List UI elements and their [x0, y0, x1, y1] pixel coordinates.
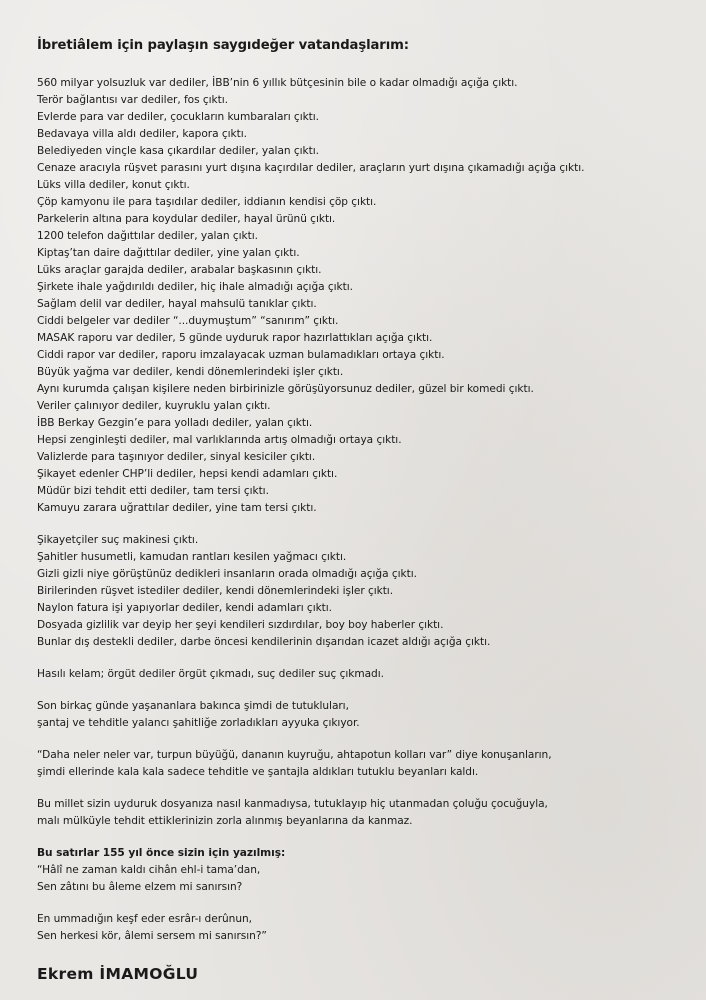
text-line: Naylon fatura işi yapıyorlar dediler, kendi adamları çıktı.: [37, 602, 332, 614]
text-line: şimdi ellerinde kala kala sadece tehditle ve şantajla aldıkları tutuklu beyanları kaldı.: [37, 766, 479, 778]
text-line: Valizlerde para taşınıyor dediler, sinyal kesiciler çıktı.: [37, 451, 316, 463]
poem-line: Sen herkesi kör, âlemi sersem mi sanırsın?”: [37, 930, 267, 942]
text-line: Ciddi rapor var dediler, raporu imzalayacak uzman bulamadıkları ortaya çıktı.: [37, 349, 445, 361]
text-line: Gizli gizli niye görüştünüz dedikleri insanların orada olmadığı açığa çıktı.: [37, 568, 417, 580]
signature: Ekrem İMAMOĞLU: [37, 965, 199, 983]
poem-line: En ummadığın keşf eder esrâr-ı derûnun,: [37, 913, 252, 925]
text-line: Bedavaya villa aldı dediler, kapora çıktı.: [37, 128, 247, 140]
letter: [37, 38, 687, 983]
text-line: Kiptaş’tan daire dağıttılar dediler, yine yalan çıktı.: [37, 247, 300, 259]
paragraph-block: [37, 796, 687, 830]
text-line: Kamuyu zarara uğrattılar dediler, yine tam tersi çıktı.: [37, 502, 317, 514]
letter-greeting: İbretiâlem için paylaşın saygıdeğer vatandaşlarım:: [37, 38, 409, 53]
text-line: Sağlam delil var dediler, hayal mahsulü tanıklar çıktı.: [37, 298, 317, 310]
text-line: 560 milyar yolsuzluk var dediler, İBB’nin 6 yıllık bütçesinin bile o kadar olmadığı açığa çıktı.: [37, 77, 518, 89]
text-line: Bunlar dış destekli dediler, darbe öncesi kendilerinin dışarıdan icazet aldığı açığa çıktı.: [37, 636, 491, 648]
text-line: Şikayet edenler CHP’li dediler, hepsi kendi adamları çıktı.: [37, 468, 338, 480]
text-line: Evlerde para var dediler, çocukların kumbaraları çıktı.: [37, 111, 319, 123]
text-line: Şikayetçiler suç makinesi çıktı.: [37, 534, 199, 546]
text-line: Hepsi zenginleşti dediler, mal varlıklarında artış olmadığı ortaya çıktı.: [37, 434, 402, 446]
text-line: Parkelerin altına para koydular dediler, hayal ürünü çıktı.: [37, 213, 336, 225]
text-line: Dosyada gizlilik var deyip her şeyi kendileri sızdırdılar, boy boy haberler çıktı.: [37, 619, 444, 631]
text-line: Hasılı kelam; örgüt dediler örgüt çıkmadı, suç dediler suç çıkmadı.: [37, 668, 384, 680]
summary-block: [37, 666, 687, 683]
text-line: Cenaze aracıyla rüşvet parasını yurt dışına kaçırdılar dediler, araçların yurt dışına çıkamadığı açığa çıktı.: [37, 162, 585, 174]
text-line: Şirkete ihale yağdırıldı dediler, hiç ihale almadığı açığa çıktı.: [37, 281, 353, 293]
poem-block: [37, 845, 687, 896]
text-line: “Daha neler neler var, turpun büyüğü, dananın kuyruğu, ahtapotun kolları var” diye konuşanların,: [37, 749, 552, 761]
text-line: şantaj ve tehditle yalancı şahitliğe zorladıkları ayyuka çıkıyor.: [37, 717, 360, 729]
text-line: Terör bağlantısı var dediler, fos çıktı.: [37, 94, 228, 106]
text-line: Ciddi belgeler var dediler “...duymuştum” “sanırım” çıktı.: [37, 315, 339, 327]
text-line: Birilerinden rüşvet istediler dediler, kendi dönemlerindeki işler çıktı.: [37, 585, 394, 597]
complainants-block: [37, 532, 687, 651]
text-line: Lüks villa dediler, konut çıktı.: [37, 179, 190, 191]
text-line: Lüks araçlar garajda dediler, arabalar başkasının çıktı.: [37, 264, 322, 276]
poem-intro: Bu satırlar 155 yıl önce sizin için yazılmış:: [37, 847, 286, 859]
text-line: MASAK raporu var dediler, 5 günde uyduruk rapor hazırlattıkları açığa çıktı.: [37, 332, 433, 344]
claims-block: [37, 75, 687, 517]
text-line: Veriler çalınıyor dediler, kuyruklu yalan çıktı.: [37, 400, 271, 412]
text-line: Büyük yağma var dediler, kendi dönemlerindeki işler çıktı.: [37, 366, 344, 378]
text-line: İBB Berkay Gezgin’e para yolladı dediler, yalan çıktı.: [37, 417, 313, 429]
text-line: Şahitler husumetli, kamudan rantları kesilen yağmacı çıktı.: [37, 551, 347, 563]
text-line: Bu millet sizin uyduruk dosyanıza nasıl kanmadıysa, tutuklayıp hiç utanmadan çoluğu çocuğuyla,: [37, 798, 548, 810]
paragraph-block: [37, 698, 687, 732]
text-line: Aynı kurumda çalışan kişilere neden birbirinizle görüşüyorsunuz dediler, güzel bir komedi çıktı.: [37, 383, 534, 395]
text-line: Belediyeden vinçle kasa çıkardılar dediler, yalan çıktı.: [37, 145, 319, 157]
text-line: malı mülküyle tehdit ettiklerinizin zorla alınmış beyanlarına da kanmaz.: [37, 815, 413, 827]
poem-line: “Hâlî ne zaman kaldı cihân ehl-i tama’dan,: [37, 864, 261, 876]
text-line: Son birkaç günde yaşananlara bakınca şimdi de tutukluları,: [37, 700, 349, 712]
poem-line: Sen zâtını bu âleme elzem mi sanırsın?: [37, 881, 243, 893]
poem-block: [37, 911, 687, 945]
paragraph-block: [37, 747, 687, 781]
text-line: 1200 telefon dağıttılar dediler, yalan çıktı.: [37, 230, 258, 242]
text-line: Müdür bizi tehdit etti dediler, tam tersi çıktı.: [37, 485, 269, 497]
text-line: Çöp kamyonu ile para taşıdılar dediler, iddianın kendisi çöp çıktı.: [37, 196, 377, 208]
